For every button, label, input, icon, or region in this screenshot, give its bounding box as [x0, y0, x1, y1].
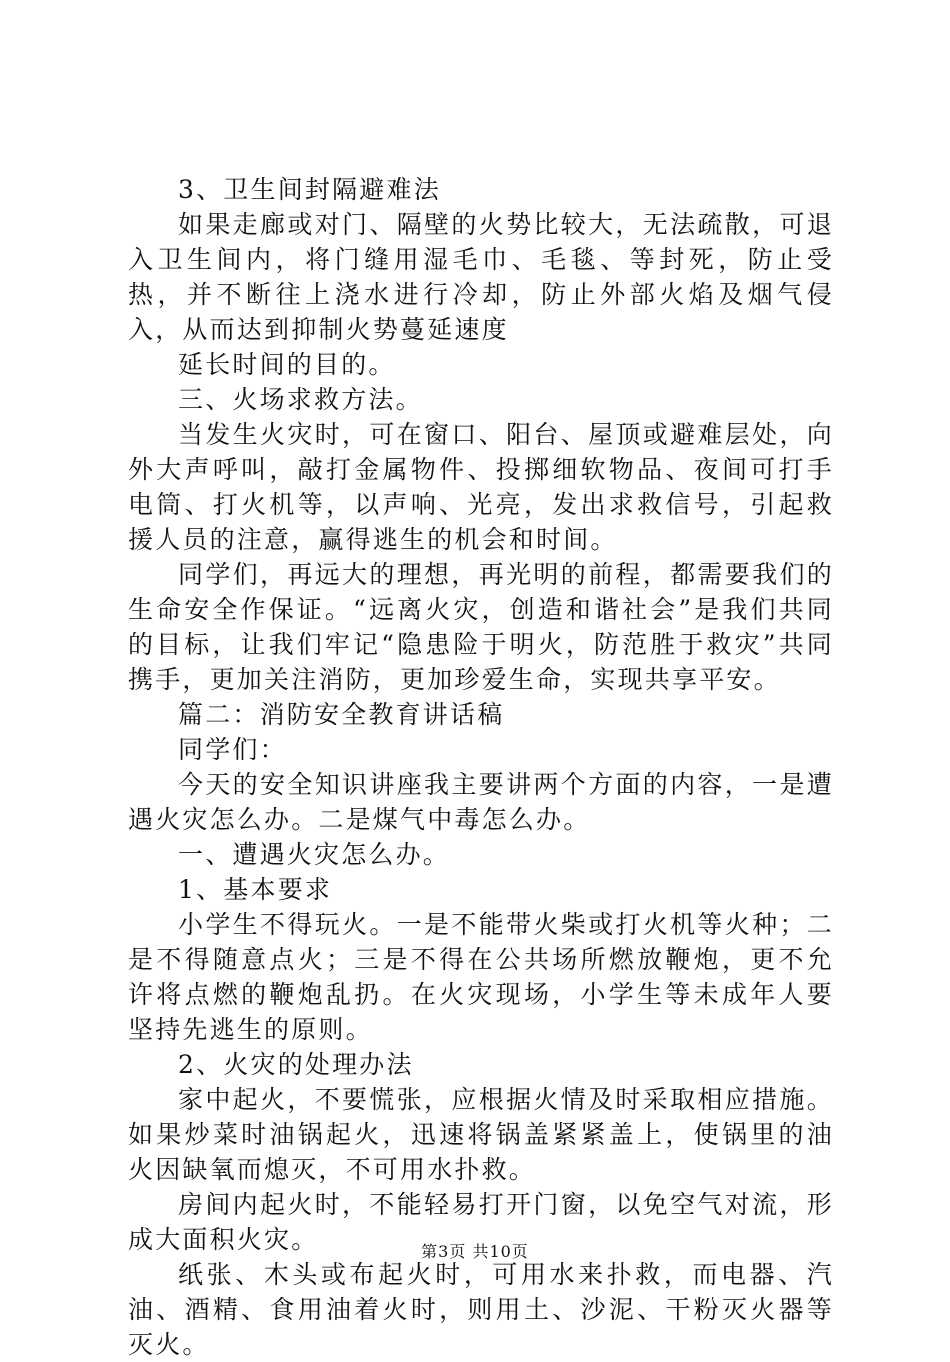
subheading-fire-handling: 2、火灾的处理办法 [178, 1050, 414, 1079]
paragraph-kitchen-fire: 家中起火，不要慌张，应根据火情及时采取相应措施。如果炒菜时油锅起火，迅速将锅盖紧紧盖上，使锅里的油火因缺氧而熄灭，不可用水扑救。 [128, 1085, 834, 1184]
page-number-footer: 第3页 共10页 [421, 1242, 529, 1261]
paragraph-extinguish-methods: 纸张、木头或布起火时，可用水来扑救，而电器、汽油、酒精、食用油着火时，则用土、沙泥、干粉灭火器等灭火。 [128, 1260, 834, 1359]
paragraph-rescue-signals: 当发生火灾时，可在窗口、阳台、屋顶或避难层处，向外大声呼叫，敲打金属物件、投掷细软物品、夜间可打手电筒、打火机等，以声响、光亮，发出求救信号，引起救援人员的注意，赢得逃生的机会和时间。 [128, 420, 834, 554]
paragraph-extend-time: 延长时间的目的。 [178, 350, 396, 379]
part-two-title: 篇二：消防安全教育讲话稿 [178, 700, 505, 729]
paragraph-lecture-intro: 今天的安全知识讲座我主要讲两个方面的内容，一是遭遇火灾怎么办。二是煤气中毒怎么办。 [128, 770, 834, 834]
document-body [128, 172, 834, 1362]
subheading-basic-requirements: 1、基本要求 [178, 875, 333, 904]
paragraph-bathroom-shelter: 如果走廊或对门、隔壁的火势比较大，无法疏散，可退入卫生间内，将门缝用湿毛巾、毛毯、等封死，防止受热，并不断往上浇水进行冷却，防止外部火焰及烟气侵入，从而达到抑制火势蔓延速度 [128, 210, 834, 344]
section-heading-rescue-methods: 三、火场求救方法。 [178, 385, 423, 414]
section-heading-bathroom-shelter: 3、卫生间封隔避难法 [178, 175, 441, 204]
paragraph-room-fire: 房间内起火时，不能轻易打开门窗，以免空气对流，形成大面积火灾。 [128, 1190, 834, 1254]
section-heading-fire-encounter: 一、遭遇火灾怎么办。 [178, 840, 451, 869]
paragraph-closing-appeal: 同学们，再远大的理想，再光明的前程，都需要我们的生命安全作保证。“远离火灾，创造和谐社会”是我们共同的目标，让我们牢记“隐患险于明火，防范胜于救灾”共同携手，更加关注消防，更加珍爱生命，实现共享平安。 [128, 560, 834, 694]
paragraph-basic-requirements: 小学生不得玩火。一是不能带火柴或打火机等火种；二是不得随意点火；三是不得在公共场所燃放鞭炮，更不允许将点燃的鞭炮乱扔。在火灾现场，小学生等未成年人要坚持先逃生的原则。 [128, 910, 834, 1044]
salutation: 同学们： [178, 735, 287, 764]
